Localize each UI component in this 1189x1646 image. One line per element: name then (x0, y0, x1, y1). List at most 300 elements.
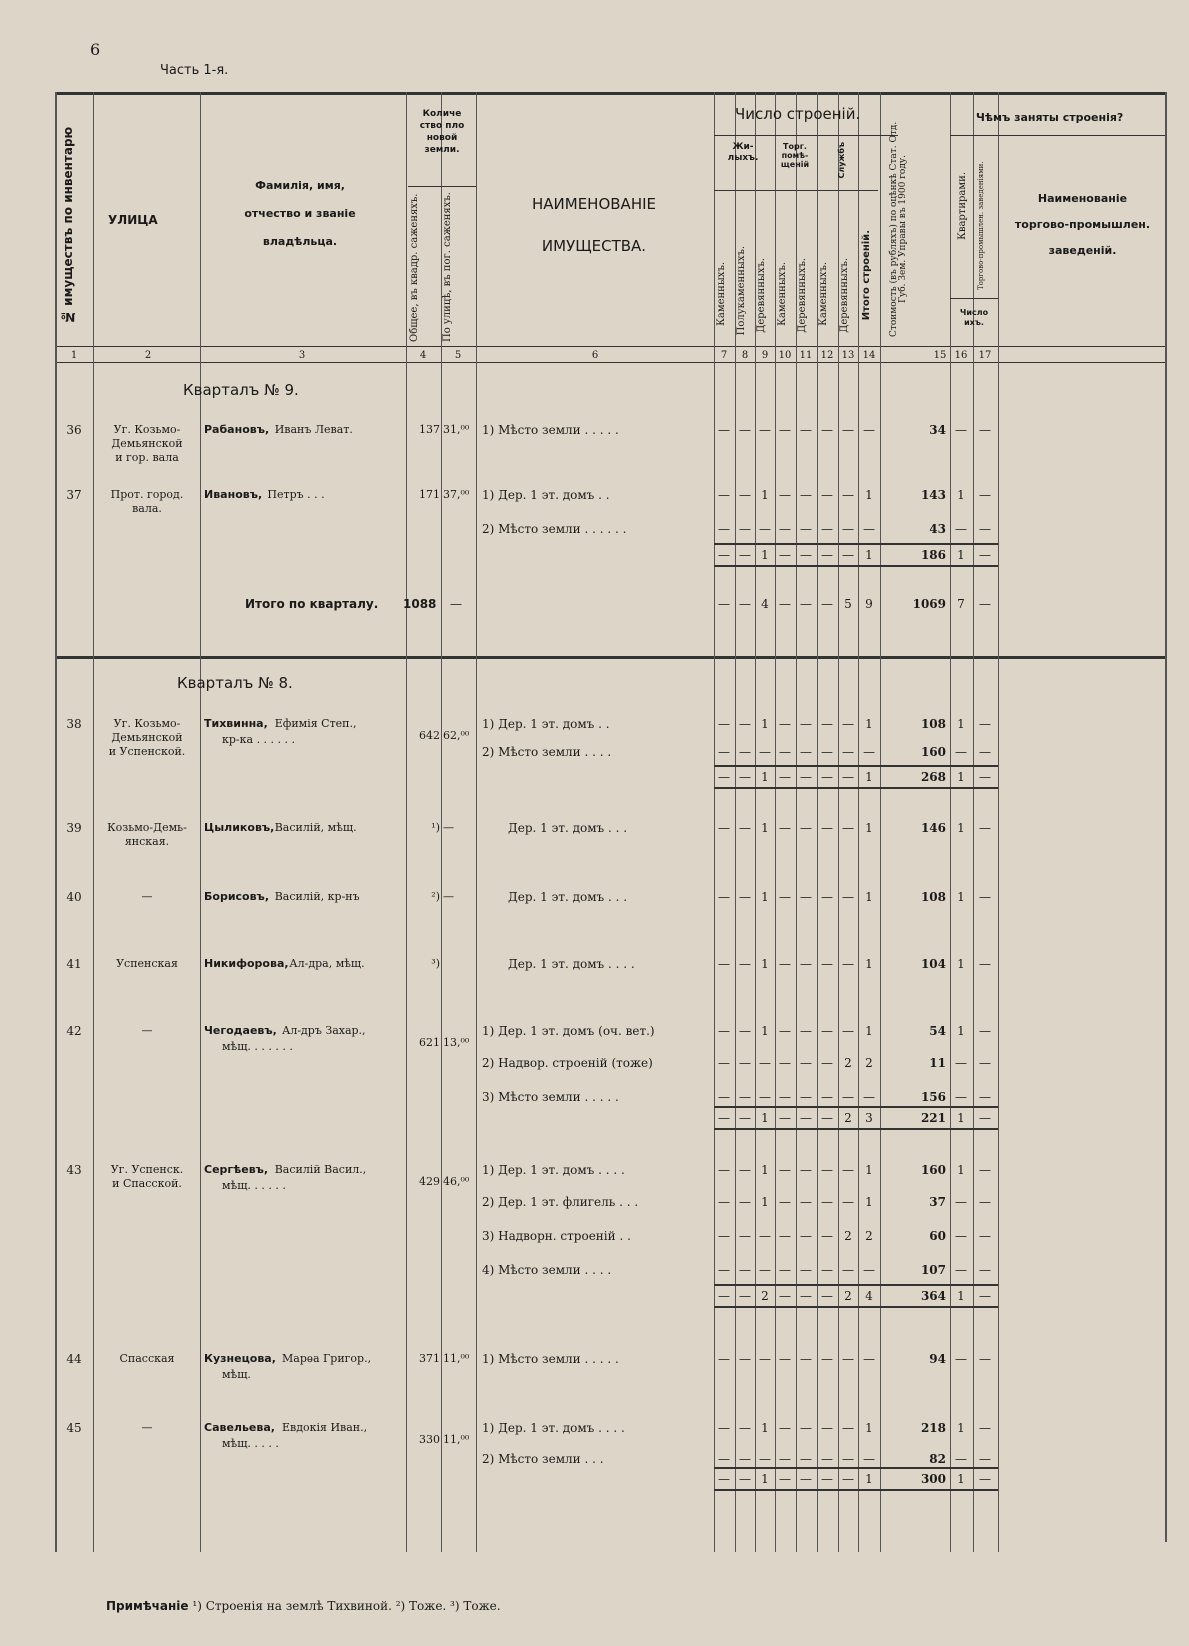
land-area: 621 (419, 1036, 440, 1049)
item-col11: — (800, 1352, 812, 1366)
item-value: 11 (929, 1056, 946, 1070)
item-count17: — (979, 717, 991, 731)
item-col10: — (779, 957, 791, 971)
item-count16: 1 (957, 957, 965, 971)
item-count17: — (979, 1195, 991, 1209)
total-col7: — (718, 1111, 730, 1125)
summary-col14: 9 (865, 597, 873, 611)
column-number: 14 (862, 350, 876, 361)
item-col13: — (842, 1195, 854, 1209)
street-line: янская. (124, 835, 170, 848)
item-count16: — (955, 1263, 967, 1277)
item-count17: — (979, 1421, 991, 1435)
total-col12: — (821, 770, 833, 784)
item-col10: — (779, 488, 791, 502)
item-col13: 2 (844, 1229, 852, 1243)
land-area: ³) (431, 957, 440, 970)
item-count17: — (979, 890, 991, 904)
total-col14: 1 (865, 770, 873, 784)
item-col8: — (739, 1195, 751, 1209)
item-col8: — (739, 1352, 751, 1366)
summary-col7: — (718, 597, 730, 611)
land-front: 11,⁰⁰ (443, 1433, 470, 1446)
item-col11: — (800, 890, 812, 904)
street-line: Уг. Козьмо- (113, 717, 181, 730)
total-col9: 1 (761, 770, 769, 784)
item-col14: — (863, 1452, 875, 1466)
item-col14: — (863, 423, 875, 437)
item-count17: — (979, 745, 991, 759)
item-name: 4) Мѣсто земли . . . . (482, 1263, 612, 1277)
header-c18: Наименованіе торгово-промышлен. заведеній. (1014, 192, 1151, 257)
owner-name: Кузнецова, (204, 1352, 276, 1365)
item-col10: — (779, 1263, 791, 1277)
item-col8: — (739, 717, 751, 731)
land-front: 46,⁰⁰ (443, 1175, 470, 1188)
column-number: 7 (720, 350, 728, 361)
header-c15: Стоимость (въ рубляхъ) по оцѣнкѣ Стат. Отд. Губ. Зем. Управы въ 1900 году. (889, 121, 908, 337)
owner-rest: Ефимія Степ., (274, 717, 357, 730)
street-line: — (141, 890, 153, 903)
land-area: 330 (419, 1433, 440, 1446)
owner-name: Тихвинна, (204, 717, 268, 730)
item-value: 146 (920, 821, 946, 835)
item-col12: — (821, 745, 833, 759)
land-area: 137 (419, 423, 440, 436)
summary-label: Итого по кварталу. (245, 597, 379, 611)
item-count16: 1 (957, 1421, 965, 1435)
item-col11: — (800, 1090, 812, 1104)
total-col11: — (800, 1111, 812, 1125)
column-number: 10 (778, 350, 792, 361)
header-living: Жи- лыхъ. (727, 142, 759, 163)
item-col10: — (779, 821, 791, 835)
land-area: 171 (419, 488, 440, 501)
owner-name: Рабановъ, (204, 423, 270, 436)
item-name: 2) Надвор. строеній (тоже) (482, 1056, 653, 1070)
row-number: 36 (66, 423, 82, 437)
item-count16: — (955, 1229, 967, 1243)
item-name: 1) Дер. 1 эт. домъ . . (482, 717, 610, 731)
street-line: — (141, 1024, 153, 1037)
item-name: 3) Мѣсто земли . . . . . (482, 1090, 619, 1104)
header-col5: По улицѣ, въ пог. саженяхъ. (442, 192, 453, 342)
item-count17: — (979, 1056, 991, 1070)
total-col13: — (842, 548, 854, 562)
item-col13: — (842, 488, 854, 502)
item-col7: — (718, 890, 730, 904)
item-col8: — (739, 1263, 751, 1277)
item-col13: 2 (844, 1056, 852, 1070)
header-street: УЛИЦА (108, 213, 158, 227)
street-line: Демьянской (111, 437, 183, 450)
item-col14: 1 (865, 957, 873, 971)
item-col7: — (718, 957, 730, 971)
item-col7: — (718, 488, 730, 502)
item-col7: — (718, 1163, 730, 1177)
item-col11: — (800, 1263, 812, 1277)
land-area: 642 (419, 729, 440, 742)
item-name: 1) Дер. 1 эт. домъ . . (482, 488, 610, 502)
item-col10: — (779, 1090, 791, 1104)
total-col9: 1 (761, 548, 769, 562)
item-col9: — (759, 1263, 771, 1277)
total-col11: — (800, 770, 812, 784)
total-col13: 2 (844, 1289, 852, 1303)
total-col12: — (821, 548, 833, 562)
header-buildings-group: Число строеній. (735, 105, 861, 123)
item-col10: — (779, 1195, 791, 1209)
item-col12: — (821, 1263, 833, 1277)
owner-rest-2: мѣщ. . . . . . . (222, 1040, 293, 1053)
item-count17: — (979, 821, 991, 835)
total-count17: — (979, 1289, 991, 1303)
item-col8: — (739, 1421, 751, 1435)
footnote: Примѣчаніе ¹) Строенія на землѣ Тихвиной. ²) Тоже. ³) Тоже. (106, 1599, 501, 1613)
item-col14: — (863, 1263, 875, 1277)
item-col7: — (718, 522, 730, 536)
item-count16: 1 (957, 717, 965, 731)
land-area: ¹) (431, 821, 440, 834)
item-col13: — (842, 522, 854, 536)
owner-rest-2: мѣщ. . . . . . (222, 1179, 286, 1192)
total-count17: — (979, 770, 991, 784)
item-col14: — (863, 1090, 875, 1104)
header-c10: Каменныхъ. (777, 262, 788, 326)
total-col10: — (779, 770, 791, 784)
column-number: 3 (298, 350, 306, 361)
total-col10: — (779, 1472, 791, 1486)
total-col9: 1 (761, 1472, 769, 1486)
item-col13: — (842, 1452, 854, 1466)
header-owner: Фамилія, имя, отчество и званіе владѣльца. (244, 179, 356, 248)
item-col14: 1 (865, 1024, 873, 1038)
owner-rest: Ал-дра, мѣщ. (289, 957, 365, 970)
street-line: Демьянской (111, 731, 183, 744)
item-name: 1) Мѣсто земли . . . . . (482, 423, 619, 437)
item-col9: 1 (761, 488, 769, 502)
item-col8: — (739, 1452, 751, 1466)
total-count17: — (979, 1472, 991, 1486)
item-col7: — (718, 1056, 730, 1070)
item-name: Дер. 1 эт. домъ . . . (508, 890, 628, 904)
item-col13: — (842, 1024, 854, 1038)
item-col7: — (718, 821, 730, 835)
item-col12: — (821, 1056, 833, 1070)
item-col7: — (718, 1024, 730, 1038)
street-line: Прот. город. (110, 488, 184, 501)
item-col13: — (842, 890, 854, 904)
item-col8: — (739, 957, 751, 971)
total-col9: 1 (761, 1111, 769, 1125)
item-col11: — (800, 1452, 812, 1466)
item-value: 108 (920, 717, 946, 731)
item-col13: — (842, 717, 854, 731)
summary-front: — (450, 597, 462, 611)
item-count17: — (979, 1024, 991, 1038)
item-count16: — (955, 1452, 967, 1466)
header-c12: Каменныхъ. (818, 262, 829, 326)
item-value: 82 (929, 1452, 946, 1466)
item-col13: — (842, 821, 854, 835)
owner-rest: Евдокія Иван., (282, 1421, 368, 1434)
total-col8: — (739, 548, 751, 562)
owner-name: Савельева, (204, 1421, 275, 1434)
total-col14: 1 (865, 1472, 873, 1486)
item-value: 104 (920, 957, 946, 971)
item-col12: — (821, 1090, 833, 1104)
item-count17: — (979, 522, 991, 536)
total-col14: 3 (865, 1111, 873, 1125)
owner-rest: Василій, кр-нъ (274, 890, 360, 903)
item-col11: — (800, 957, 812, 971)
item-value: 34 (929, 423, 946, 437)
item-col10: — (779, 717, 791, 731)
street-line: и Успенской. (108, 745, 186, 758)
item-col12: — (821, 1195, 833, 1209)
summary-col8: — (739, 597, 751, 611)
item-col11: — (800, 1229, 812, 1243)
total-count17: — (979, 1111, 991, 1125)
item-value: 160 (920, 745, 946, 759)
item-col7: — (718, 1352, 730, 1366)
land-area: 429 (419, 1175, 440, 1188)
summary-col9: 4 (761, 597, 769, 611)
item-col13: — (842, 1421, 854, 1435)
total-col11: — (800, 1289, 812, 1303)
owner-rest: Иванъ Леват. (274, 423, 353, 436)
owner-rest: Марѳа Григор., (282, 1352, 372, 1365)
item-col8: — (739, 745, 751, 759)
total-col12: — (821, 1289, 833, 1303)
column-number: 13 (841, 350, 855, 361)
item-col11: — (800, 1195, 812, 1209)
item-col7: — (718, 1263, 730, 1277)
owner-rest: Петръ . . . (267, 488, 325, 501)
item-col12: — (821, 717, 833, 731)
total-col8: — (739, 1472, 751, 1486)
total-count16: 1 (957, 1289, 965, 1303)
item-col12: — (821, 1352, 833, 1366)
item-count16: — (955, 522, 967, 536)
total-value: 300 (920, 1472, 946, 1486)
item-col14: 1 (865, 717, 873, 731)
item-col7: — (718, 1421, 730, 1435)
summary-col12: — (821, 597, 833, 611)
column-number: 15 (933, 350, 947, 361)
total-count16: 1 (957, 1472, 965, 1486)
item-col9: 1 (761, 1421, 769, 1435)
item-value: 160 (920, 1163, 946, 1177)
item-col14: 1 (865, 1163, 873, 1177)
total-value: 268 (920, 770, 946, 784)
item-name: 2) Мѣсто земли . . . . (482, 745, 612, 759)
item-value: 37 (929, 1195, 946, 1209)
row-number: 37 (66, 488, 82, 502)
street-line: Уг. Успенск. (110, 1163, 184, 1176)
item-col12: — (821, 1452, 833, 1466)
item-col13: — (842, 1352, 854, 1366)
section-title-8: Кварталъ № 8. (177, 674, 293, 692)
item-count16: — (955, 745, 967, 759)
item-value: 107 (920, 1263, 946, 1277)
item-col7: — (718, 717, 730, 731)
item-name: 1) Дер. 1 эт. домъ (оч. вет.) (482, 1024, 655, 1038)
street-line: Уг. Козьмо- (113, 423, 181, 436)
item-col7: — (718, 1229, 730, 1243)
item-col7: — (718, 423, 730, 437)
item-col10: — (779, 522, 791, 536)
total-col11: — (800, 548, 812, 562)
item-count17: — (979, 1263, 991, 1277)
item-col10: — (779, 1352, 791, 1366)
item-col8: — (739, 1229, 751, 1243)
item-col13: — (842, 745, 854, 759)
item-col9: — (759, 1352, 771, 1366)
item-col10: — (779, 1452, 791, 1466)
item-col11: — (800, 522, 812, 536)
item-count17: — (979, 1352, 991, 1366)
owner-rest-2: мѣщ. (222, 1368, 251, 1381)
item-col8: — (739, 423, 751, 437)
item-name: Дер. 1 эт. домъ . . . (508, 821, 628, 835)
item-count17: — (979, 1452, 991, 1466)
item-col11: — (800, 423, 812, 437)
item-col10: — (779, 1163, 791, 1177)
street-line: Спасская (119, 1352, 175, 1365)
item-col8: — (739, 821, 751, 835)
total-col7: — (718, 1472, 730, 1486)
column-number: 2 (144, 350, 152, 361)
page-number: 6 (90, 40, 101, 59)
item-col12: — (821, 821, 833, 835)
total-col10: — (779, 1289, 791, 1303)
total-col7: — (718, 770, 730, 784)
land-front: — (443, 890, 454, 903)
land-front: — (443, 821, 454, 834)
row-number: 38 (66, 717, 82, 731)
summary-area: 1088 (403, 597, 437, 611)
row-number: 42 (66, 1024, 82, 1038)
item-value: 43 (929, 522, 946, 536)
total-col9: 2 (761, 1289, 769, 1303)
item-col9: — (759, 423, 771, 437)
total-value: 364 (920, 1289, 946, 1303)
owner-rest-2: кр-ка . . . . . . (222, 733, 296, 746)
street-line: — (141, 1421, 153, 1434)
item-col10: — (779, 1056, 791, 1070)
total-col12: — (821, 1111, 833, 1125)
item-col12: — (821, 1024, 833, 1038)
total-col8: — (739, 770, 751, 784)
item-name: 3) Надворн. строеній . . (482, 1229, 631, 1243)
total-col10: — (779, 548, 791, 562)
item-value: 156 (920, 1090, 946, 1104)
owner-name: Ивановъ, (204, 488, 263, 501)
total-col8: — (739, 1289, 751, 1303)
part-label: Часть 1-я. (160, 63, 229, 78)
item-col10: — (779, 1024, 791, 1038)
total-col12: — (821, 1472, 833, 1486)
item-col9: 1 (761, 890, 769, 904)
row-number: 39 (66, 821, 82, 835)
summary-col10: — (779, 597, 791, 611)
summary-count17: — (979, 597, 991, 611)
item-count16: — (955, 1352, 967, 1366)
column-number: 12 (820, 350, 834, 361)
item-count16: 1 (957, 488, 965, 502)
header-trade: Торг. помѣ- щеній (780, 142, 810, 169)
street-line: Успенская (116, 957, 178, 970)
item-col14: 1 (865, 1421, 873, 1435)
item-col12: — (821, 1421, 833, 1435)
column-number: 8 (741, 350, 749, 361)
owner-name: Борисовъ, (204, 890, 270, 903)
header-col1: № имуществъ по инвентарю (61, 126, 75, 324)
row-number: 40 (66, 890, 82, 904)
header-count: Число ихъ. (959, 308, 989, 327)
land-front: 31,⁰⁰ (443, 423, 470, 436)
item-col8: — (739, 488, 751, 502)
total-col8: — (739, 1111, 751, 1125)
item-col8: — (739, 1056, 751, 1070)
land-front: 62,⁰⁰ (443, 729, 470, 742)
item-col11: — (800, 1056, 812, 1070)
row-number: 41 (66, 957, 82, 971)
item-col11: — (800, 488, 812, 502)
street-line: вала. (132, 502, 162, 515)
item-col12: — (821, 1229, 833, 1243)
summary-col11: — (800, 597, 812, 611)
item-name: 1) Дер. 1 эт. домъ . . . . (482, 1163, 625, 1177)
item-col11: — (800, 1421, 812, 1435)
row-number: 44 (66, 1352, 82, 1366)
header-col4: Общее, въ квадр. саженяхъ. (409, 193, 420, 342)
total-value: 221 (920, 1111, 946, 1125)
item-col12: — (821, 522, 833, 536)
item-col14: 1 (865, 821, 873, 835)
item-col10: — (779, 1229, 791, 1243)
item-name: 2) Мѣсто земли . . . (482, 1452, 604, 1466)
item-col9: — (759, 1090, 771, 1104)
item-col10: — (779, 745, 791, 759)
item-count17: — (979, 1163, 991, 1177)
column-number: 5 (454, 350, 462, 361)
item-count16: 1 (957, 890, 965, 904)
header-property: НАИМЕНОВАНІЕ ИМУЩЕСТВА. (532, 195, 656, 255)
item-col9: 1 (761, 717, 769, 731)
total-value: 186 (920, 548, 946, 562)
column-number: 17 (978, 350, 992, 361)
item-col7: — (718, 745, 730, 759)
item-col13: — (842, 1090, 854, 1104)
total-col7: — (718, 1289, 730, 1303)
street-line: и гор. вала (115, 451, 179, 464)
total-count17: — (979, 548, 991, 562)
item-col9: — (759, 745, 771, 759)
header-land-group: Количе ство пло новой земли. (419, 109, 465, 155)
header-c17: Торгово-промышлен. заведеніями. (977, 161, 985, 291)
section-title-9: Кварталъ № 9. (183, 381, 299, 399)
item-count17: — (979, 1229, 991, 1243)
item-name: 2) Дер. 1 эт. флигель . . . (482, 1195, 639, 1209)
item-name: 2) Мѣсто земли . . . . . . (482, 522, 627, 536)
item-col9: — (759, 1056, 771, 1070)
item-name: 1) Дер. 1 эт. домъ . . . . (482, 1421, 625, 1435)
item-col9: 1 (761, 821, 769, 835)
item-col8: — (739, 1090, 751, 1104)
owner-rest: Василій, мѣщ. (274, 821, 357, 834)
